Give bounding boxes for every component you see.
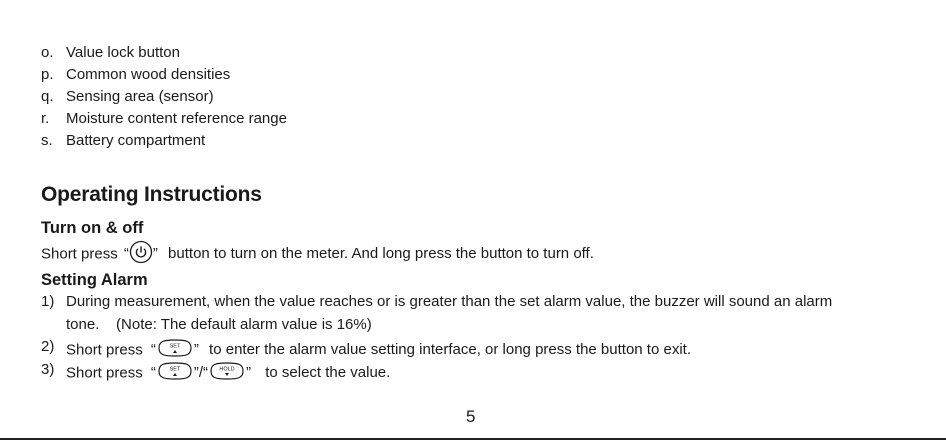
step-3-marker: 3) [41,361,55,378]
set-button-label: SET [169,366,181,373]
list-item [41,88,214,106]
open-quote: “ [150,341,156,359]
close-quote: ” [246,364,252,382]
list-item [41,110,287,128]
list-item [41,132,205,150]
set-button-icon [156,338,194,363]
step-1-line-1: During measurement, when the value reaches or is greater than the set alarm value, the buzzer will sound an alarm [66,293,833,310]
subheading-setting-alarm: Setting Alarm [41,271,148,289]
step-2-marker: 2) [41,338,55,355]
power-button-icon [129,240,153,269]
list-marker: r. [41,110,50,127]
list-marker: p. [41,66,54,83]
list-marker: q. [41,88,54,105]
list-item [41,44,180,62]
list-text: Moisture content reference range [66,110,287,127]
quote-separator: ”/“ [193,364,209,382]
step-3-pre-text: Short press [66,364,143,382]
step-2-post-text: to enter the alarm value setting interface, or long press the button to exit. [209,341,691,359]
subheading-turn-on-off: Turn on & off [41,219,144,237]
page-number: 5 [466,407,476,426]
step-1-line-2: tone. (Note: The default alarm value is 16%) [66,316,372,333]
list-text: Common wood densities [66,66,231,83]
list-text: Sensing area (sensor) [66,88,214,105]
set-button-label: SET [169,343,181,350]
footer-divider [0,438,946,440]
turn-on-off-paragraph [41,240,594,269]
list-text: Value lock button [66,44,180,61]
step-3-text [66,361,390,386]
step-2-pre-text: Short press [66,341,143,359]
hold-button-icon [208,361,246,386]
section-title: Operating Instructions [41,183,262,206]
step-2-text [66,338,691,363]
list-item [41,66,230,84]
close-quote: ” [152,245,158,263]
list-text: Battery compartment [66,132,206,149]
turn-on-post-text: button to turn on the meter. And long press the button to turn off. [168,245,594,263]
step-3-post-text: to select the value. [265,364,391,382]
set-button-icon [156,361,194,386]
list-marker: o. [41,44,54,61]
step-1-marker: 1) [41,293,55,310]
hold-button-label: HOLD [219,366,235,373]
turn-on-pre-text: Short press [41,245,118,263]
open-quote: “ [123,245,129,263]
close-quote: ” [193,341,199,359]
list-marker: s. [41,132,53,149]
open-quote: “ [150,364,156,382]
